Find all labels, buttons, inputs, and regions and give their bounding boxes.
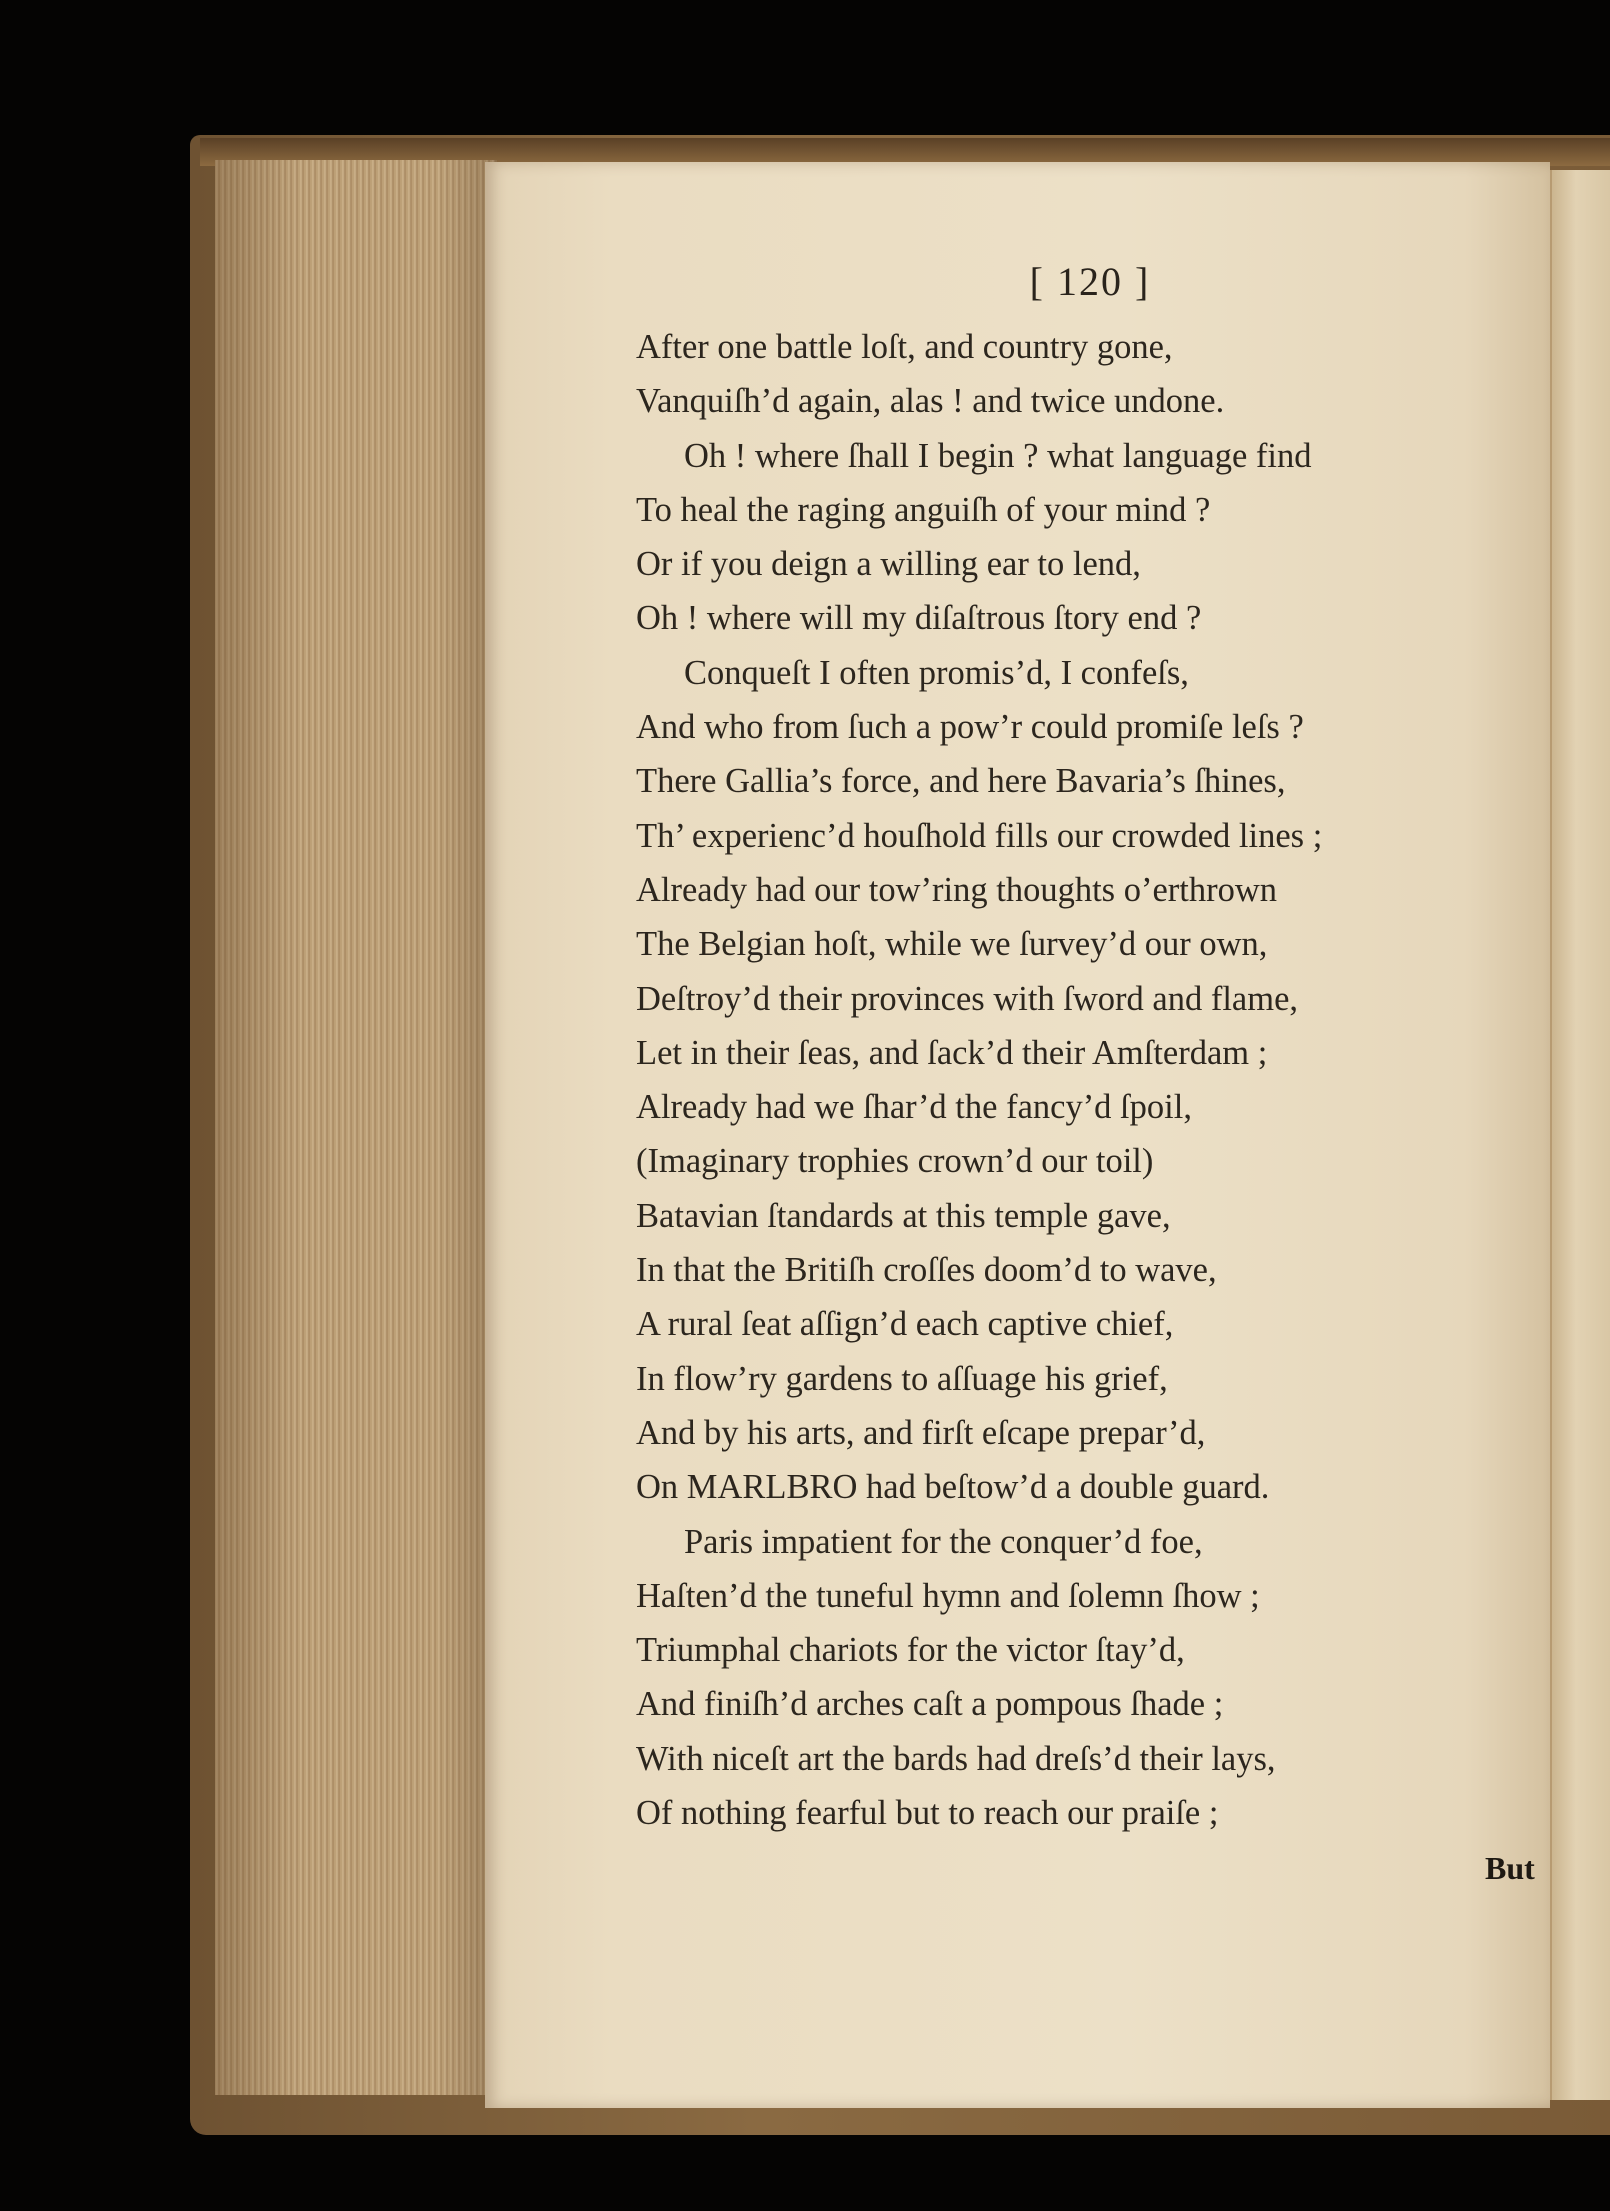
- verse-line: Oh ! where will my diſaſtrous ſtory end ?: [636, 599, 1202, 638]
- verse-line: Oh ! where ſhall I begin ? what language find: [684, 436, 1312, 475]
- verse-line: There Gallia’s force, and here Bavaria’s ſhines,: [636, 762, 1286, 801]
- verse-line: A rural ſeat aſſign’d each captive chief,: [636, 1305, 1174, 1344]
- verse-line: And by his arts, and firſt eſcape prepar’d,: [636, 1413, 1206, 1452]
- verse-line: Deſtroy’d their provinces with ſword and flame,: [636, 979, 1299, 1018]
- catchword: But: [1485, 1850, 1535, 1886]
- verse-line: Already had our tow’ring thoughts o’erthrown: [636, 870, 1277, 909]
- verse-line: Vanquiſh’d again, alas ! and twice undone.: [636, 382, 1225, 421]
- verse-line: Batavian ſtandards at this temple gave,: [636, 1196, 1171, 1235]
- verse-line: Already had we ſhar’d the fancy’d ſpoil,: [636, 1088, 1192, 1127]
- verse-line: Let in their ſeas, and ſack’d their Amſterdam ;: [636, 1033, 1268, 1072]
- facing-page-edge: [1550, 170, 1610, 2100]
- verse-line: The Belgian hoſt, while we ſurvey’d our own,: [636, 925, 1268, 964]
- verse-line: Paris impatient for the conquer’d foe,: [684, 1522, 1203, 1561]
- verse-line: After one battle loſt, and country gone,: [636, 328, 1173, 366]
- verse-line: In flow’ry gardens to aſſuage his grief,: [636, 1359, 1168, 1398]
- verse-line: Haſten’d the tuneful hymn and ſolemn ſhow ;: [636, 1576, 1260, 1615]
- page-number-header: [ 120 ]: [1029, 259, 1151, 304]
- verse-line: Or if you deign a willing ear to lend,: [636, 545, 1141, 584]
- verse-line: And finiſh’d arches caſt a pompous ſhade ;: [636, 1685, 1224, 1724]
- verse-line: To heal the raging anguiſh of your mind ?: [636, 490, 1211, 529]
- verse-line: Of nothing fearful but to reach our praiſe ;: [636, 1794, 1219, 1833]
- verse-line: With niceſt art the bards had dreſs’d their lays,: [636, 1739, 1276, 1778]
- page-edges: [215, 160, 497, 2095]
- verse-line: In that the Britiſh croſſes doom’d to wave,: [636, 1251, 1217, 1290]
- poem-text: [636, 320, 1436, 1840]
- verse-line: On MARLBRO had beſtow’d a double guard.: [636, 1468, 1270, 1507]
- verse-line: Conqueſt I often promis’d, I confeſs,: [684, 653, 1189, 692]
- verse-line: (Imaginary trophies crown’d our toil): [636, 1142, 1154, 1181]
- verse-line: Triumphal chariots for the victor ſtay’d,: [636, 1631, 1185, 1670]
- verse-line: Th’ experienc’d houſhold fills our crowded lines ;: [636, 816, 1323, 855]
- verse-line: And who from ſuch a pow’r could promiſe leſs ?: [636, 708, 1304, 747]
